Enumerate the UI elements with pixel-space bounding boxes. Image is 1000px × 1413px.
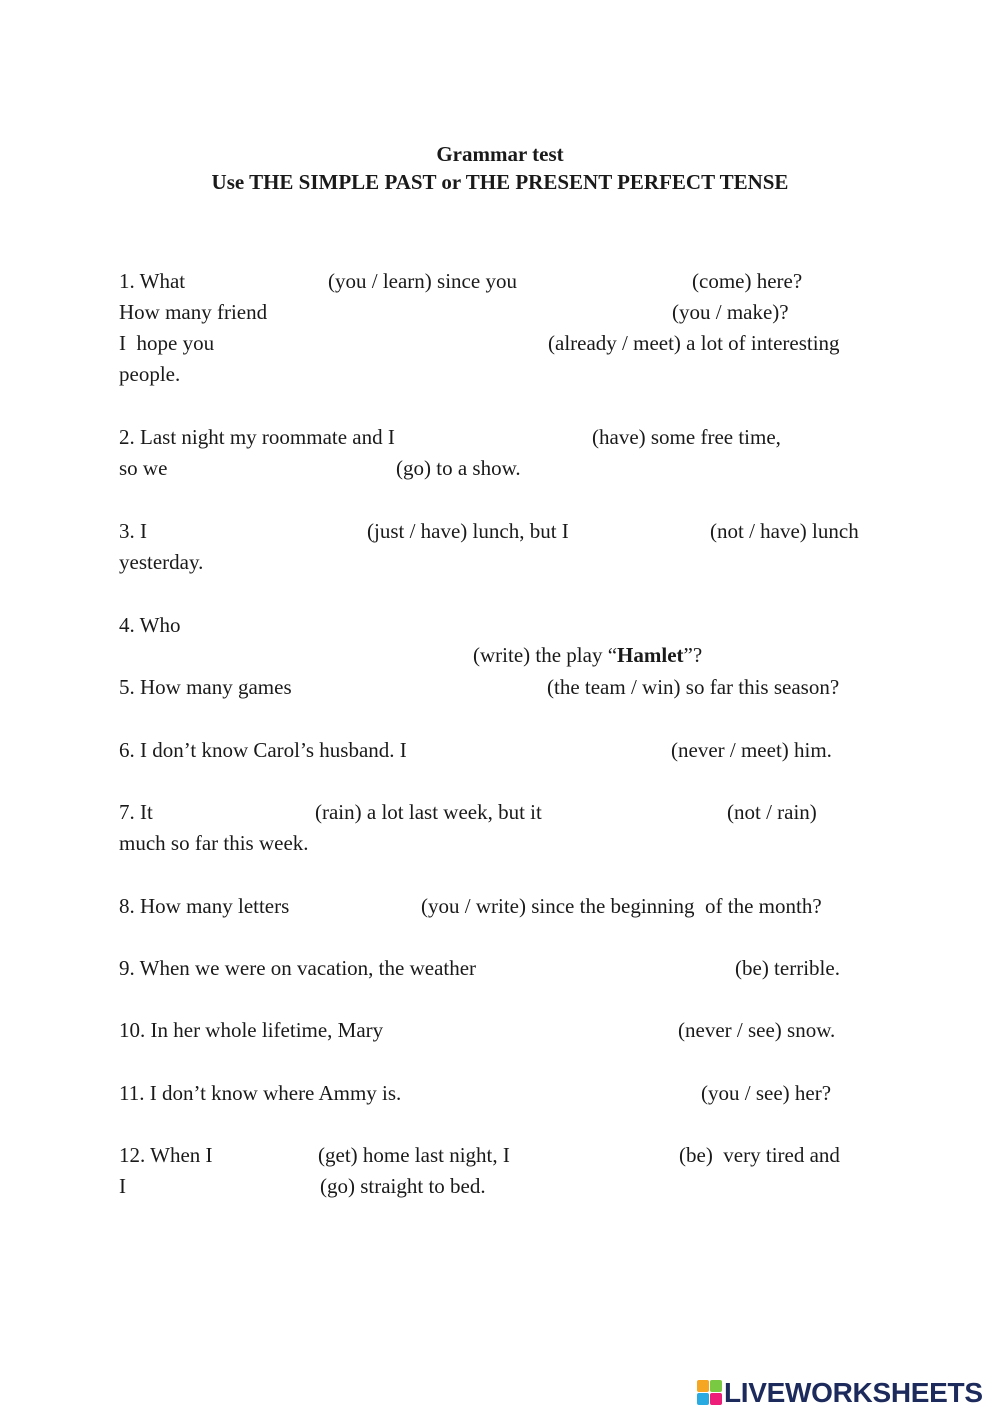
question-11-hint-see: (you / see) her? xyxy=(701,1081,832,1105)
question-10-line-1 xyxy=(119,1015,899,1045)
question-2-text-2: so we xyxy=(119,456,168,480)
question-1-hint-learn: (you / learn) since you xyxy=(328,269,517,293)
question-1-line-1 xyxy=(119,266,899,296)
question-8-text: 8. How many letters xyxy=(119,894,290,918)
answer-12c-input[interactable] xyxy=(139,1173,319,1199)
question-3-text-2: yesterday. xyxy=(119,550,204,574)
question-3-hint-not-have: (not / have) lunch xyxy=(710,519,859,543)
question-1-text-4: people. xyxy=(119,362,181,386)
question-3-hint-have: (just / have) lunch, but I xyxy=(367,519,569,543)
answer-3b-input[interactable] xyxy=(599,518,707,544)
question-4-line-1 xyxy=(119,610,899,667)
question-12-text-2: I xyxy=(119,1174,126,1198)
question-1-line-3 xyxy=(119,328,899,358)
question-10-hint-see: (never / see) snow. xyxy=(678,1018,836,1042)
answer-8-input[interactable] xyxy=(319,893,415,919)
answer-2b-input[interactable] xyxy=(183,455,383,481)
logo-square-4 xyxy=(710,1393,722,1405)
question-12-line-1 xyxy=(119,1140,899,1170)
worksheet-title: Grammar test xyxy=(436,142,564,166)
answer-12a-input[interactable] xyxy=(231,1142,317,1168)
answer-9-input[interactable] xyxy=(527,955,727,981)
question-1-line-2 xyxy=(119,297,899,327)
question-10-text: 10. In her whole lifetime, Mary xyxy=(119,1018,384,1042)
question-8-line-1 xyxy=(119,891,899,921)
question-5-hint-win: (the team / win) so far this season? xyxy=(547,675,840,699)
logo-square-3 xyxy=(697,1393,709,1405)
question-1-line-4 xyxy=(119,359,899,389)
question-1-text: 1. What xyxy=(119,269,186,293)
worksheet-instructions: Use THE SIMPLE PAST or THE PRESENT PERFECT TENSE xyxy=(211,170,789,194)
question-1-hint-make: (you / make)? xyxy=(672,300,789,324)
question-4-hint-text: (write) the play “ xyxy=(473,643,618,667)
logo-mark-icon xyxy=(697,1380,723,1406)
question-12-hint-be: (be) very tired and xyxy=(679,1143,840,1167)
question-1-text-3: I hope you xyxy=(119,331,215,355)
question-11-line-1 xyxy=(119,1078,899,1108)
question-7-line-1 xyxy=(119,797,899,827)
answer-6-input[interactable] xyxy=(451,737,661,763)
question-8-hint-write: (you / write) since the beginning of the month? xyxy=(421,894,822,918)
play-title: Hamlet xyxy=(617,643,684,667)
question-7-text-2: much so far this week. xyxy=(119,831,309,855)
answer-5-input[interactable] xyxy=(321,674,536,700)
question-9-text: 9. When we were on vacation, the weather xyxy=(119,956,477,980)
question-1-hint-come: (come) here? xyxy=(692,269,803,293)
question-9-hint-be: (be) terrible. xyxy=(735,956,840,980)
answer-12b-input[interactable] xyxy=(539,1142,674,1168)
question-11-text: 11. I don’t know where Ammy is. xyxy=(119,1081,402,1105)
question-3-text: 3. I xyxy=(119,519,147,543)
answer-1a-input[interactable] xyxy=(201,268,321,294)
question-7-hint-not-rain: (not / rain) xyxy=(727,800,817,824)
question-5-line-1 xyxy=(119,672,899,702)
question-3-line-1 xyxy=(119,516,899,546)
question-4-close-quote: ”? xyxy=(683,643,703,667)
question-2-hint-have: (have) some free time, xyxy=(592,425,781,449)
question-2-text: 2. Last night my roommate and I xyxy=(119,425,395,449)
question-2-line-2 xyxy=(119,453,899,483)
question-1-hint-meet: (already / meet) a lot of interesting xyxy=(548,331,840,355)
question-1-text-2: How many friend xyxy=(119,300,268,324)
logo-square-1 xyxy=(697,1380,709,1392)
answer-10-input[interactable] xyxy=(423,1017,668,1043)
logo-text: LIVEWORKSHEETS xyxy=(724,1377,983,1408)
answer-4-input[interactable] xyxy=(199,612,439,638)
question-6-text: 6. I don’t know Carol’s husband. I xyxy=(119,738,407,762)
question-7-line-2 xyxy=(119,828,899,858)
answer-1b-input[interactable] xyxy=(547,268,687,294)
question-7-text: 7. It xyxy=(119,800,153,824)
answer-11-input[interactable] xyxy=(445,1080,691,1106)
question-12-line-2 xyxy=(119,1171,899,1201)
answer-1c-input[interactable] xyxy=(291,299,661,325)
question-12-hint-get: (get) home last night, I xyxy=(318,1143,510,1167)
question-5-text: 5. How many games xyxy=(119,675,292,699)
question-2-hint-go: (go) to a show. xyxy=(396,456,521,480)
question-9-line-1 xyxy=(119,953,899,983)
question-4-text: 4. Who xyxy=(119,613,181,637)
question-6-line-1 xyxy=(119,735,899,765)
answer-1d-input[interactable] xyxy=(233,330,533,356)
question-7-hint-rain: (rain) a lot last week, but it xyxy=(315,800,542,824)
answer-7a-input[interactable] xyxy=(165,799,310,825)
answer-7b-input[interactable] xyxy=(579,799,721,825)
question-2-line-1 xyxy=(119,422,899,452)
answer-2a-input[interactable] xyxy=(437,424,587,450)
answer-3a-input[interactable] xyxy=(161,518,361,544)
question-12-text: 12. When I xyxy=(119,1143,213,1167)
question-12-hint-go: (go) straight to bed. xyxy=(320,1174,486,1198)
question-3-line-2 xyxy=(119,547,899,577)
question-6-hint-meet: (never / meet) him. xyxy=(671,738,832,762)
logo-square-2 xyxy=(710,1380,722,1392)
